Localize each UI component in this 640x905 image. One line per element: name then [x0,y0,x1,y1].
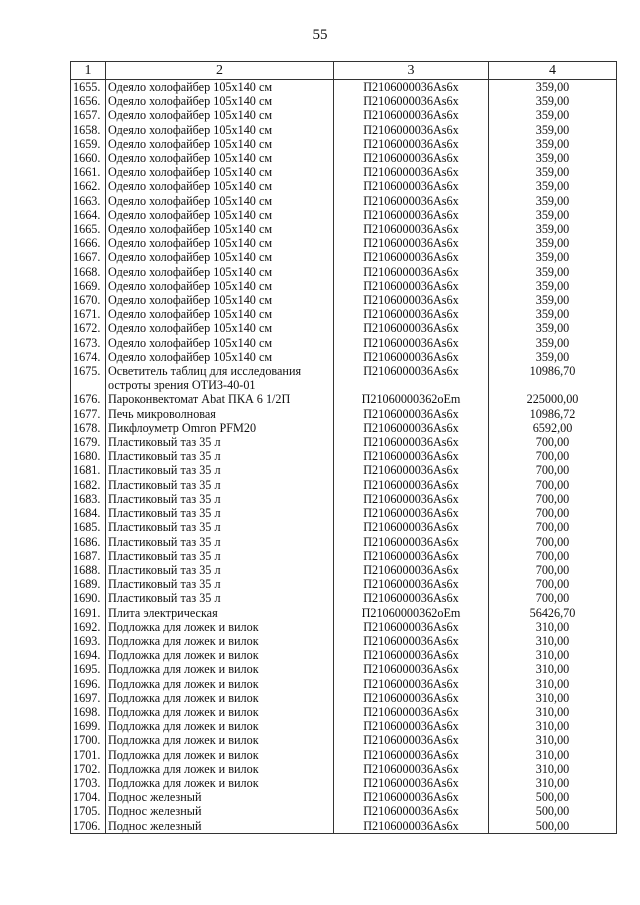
row-number: 1676. [71,392,106,406]
item-name: Пластиковый таз 35 л [106,549,334,563]
inventory-code: П2106000036Аs6х [334,321,489,335]
row-number: 1678. [71,421,106,435]
inventory-code: П2106000036Аs6х [334,265,489,279]
item-name: Одеяло холофайбер 105x140 см [106,108,334,122]
item-price: 700,00 [489,535,617,549]
item-price: 310,00 [489,677,617,691]
item-price: 359,00 [489,293,617,307]
item-name: Одеяло холофайбер 105x140 см [106,222,334,236]
table-row [71,336,617,350]
item-name: Одеяло холофайбер 105x140 см [106,123,334,137]
row-number: 1665. [71,222,106,236]
inventory-code: П2106000036Аs6х [334,535,489,549]
row-number: 1701. [71,748,106,762]
table-row [71,265,617,279]
inventory-code: П2106000036Аs6х [334,705,489,719]
table-row [71,392,617,406]
row-number: 1683. [71,492,106,506]
item-price: 310,00 [489,662,617,676]
item-name: Пластиковый таз 35 л [106,449,334,463]
item-name: Подложка для ложек и вилок [106,748,334,762]
item-price: 359,00 [489,279,617,293]
item-name: Одеяло холофайбер 105x140 см [106,307,334,321]
item-name: Поднос железный [106,790,334,804]
inventory-code: П2106000036Аs6х [334,776,489,790]
inventory-code: П2106000036Аs6х [334,449,489,463]
table-row [71,321,617,335]
item-price: 359,00 [489,94,617,108]
item-price: 700,00 [489,577,617,591]
row-number: 1672. [71,321,106,335]
table-row [71,293,617,307]
column-header-2: 2 [106,62,334,80]
row-number: 1693. [71,634,106,648]
table-row [71,108,617,122]
item-name: Подложка для ложек и вилок [106,648,334,662]
inventory-code: П2106000036Аs6х [334,762,489,776]
item-name: Пароконвектомат Abat ПКА 6 1/2П [106,392,334,406]
inventory-code: П2106000036Аs6х [334,677,489,691]
table-row [71,620,617,634]
row-number: 1688. [71,563,106,577]
item-name: Одеяло холофайбер 105x140 см [106,194,334,208]
item-price: 310,00 [489,648,617,662]
table-row [71,236,617,250]
row-number: 1698. [71,705,106,719]
item-name: Подложка для ложек и вилок [106,776,334,790]
item-name: Пластиковый таз 35 л [106,591,334,605]
item-price: 310,00 [489,748,617,762]
inventory-code: П2106000036Аs6х [334,194,489,208]
table-row [71,648,617,662]
table-row [71,165,617,179]
item-price: 359,00 [489,80,617,95]
item-price: 700,00 [489,506,617,520]
table-row [71,691,617,705]
inventory-code: П2106000036Аs6х [334,435,489,449]
inventory-code: П21060000362оЕm [334,606,489,620]
item-name: Пластиковый таз 35 л [106,506,334,520]
table-row [71,123,617,137]
item-price: 359,00 [489,108,617,122]
item-price: 700,00 [489,435,617,449]
item-price: 10986,70 [489,364,617,392]
item-price: 359,00 [489,165,617,179]
row-number: 1682. [71,478,106,492]
item-price: 700,00 [489,591,617,605]
item-price: 310,00 [489,719,617,733]
item-name: Одеяло холофайбер 105x140 см [106,265,334,279]
item-name: Пластиковый таз 35 л [106,577,334,591]
row-number: 1702. [71,762,106,776]
row-number: 1674. [71,350,106,364]
row-number: 1700. [71,733,106,747]
item-name: Поднос железный [106,804,334,818]
row-number: 1699. [71,719,106,733]
item-price: 700,00 [489,478,617,492]
item-name: Подложка для ложек и вилок [106,634,334,648]
item-name: Одеяло холофайбер 105x140 см [106,321,334,335]
table-row [71,563,617,577]
row-number: 1660. [71,151,106,165]
table-row [71,492,617,506]
row-number: 1666. [71,236,106,250]
item-name: Подложка для ложек и вилок [106,705,334,719]
table-row [71,435,617,449]
item-price: 310,00 [489,762,617,776]
table-row [71,591,617,605]
item-name: Одеяло холофайбер 105x140 см [106,94,334,108]
table-row [71,364,617,392]
page-number: 55 [312,27,328,43]
table-row [71,719,617,733]
row-number: 1655. [71,80,106,95]
table-row [71,790,617,804]
inventory-code: П2106000036Аs6х [334,307,489,321]
item-name: Подложка для ложек и вилок [106,719,334,733]
item-price: 310,00 [489,705,617,719]
item-name: Поднос железный [106,819,334,834]
row-number: 1704. [71,790,106,804]
item-price: 700,00 [489,549,617,563]
inventory-code: П2106000036Аs6х [334,350,489,364]
inventory-code: П2106000036Аs6х [334,463,489,477]
item-name: Пластиковый таз 35 л [106,463,334,477]
item-name: Одеяло холофайбер 105x140 см [106,80,334,95]
item-price: 310,00 [489,620,617,634]
inventory-code: П2106000036Аs6х [334,364,489,392]
table-row [71,634,617,648]
inventory-code: П2106000036Аs6х [334,492,489,506]
row-number: 1659. [71,137,106,151]
table-row [71,762,617,776]
row-number: 1668. [71,265,106,279]
table-row [71,776,617,790]
inventory-code: П2106000036Аs6х [334,151,489,165]
item-price: 700,00 [489,563,617,577]
item-price: 310,00 [489,776,617,790]
inventory-code: П2106000036Аs6х [334,179,489,193]
table-row [71,222,617,236]
item-name: Подложка для ложек и вилок [106,677,334,691]
table-row [71,804,617,818]
item-price: 359,00 [489,350,617,364]
inventory-code: П2106000036Аs6х [334,620,489,634]
table-header [71,62,617,80]
item-price: 359,00 [489,194,617,208]
row-number: 1656. [71,94,106,108]
row-number: 1692. [71,620,106,634]
item-name: Одеяло холофайбер 105x140 см [106,279,334,293]
row-number: 1691. [71,606,106,620]
inventory-code: П2106000036Аs6х [334,520,489,534]
inventory-code: П2106000036Аs6х [334,250,489,264]
row-number: 1705. [71,804,106,818]
table-row [71,577,617,591]
inventory-code: П2106000036Аs6х [334,563,489,577]
item-name: Одеяло холофайбер 105x140 см [106,151,334,165]
inventory-table [70,61,617,834]
row-number: 1703. [71,776,106,790]
inventory-code: П2106000036Аs6х [334,733,489,747]
row-number: 1687. [71,549,106,563]
item-name: Одеяло холофайбер 105x140 см [106,208,334,222]
item-price: 359,00 [489,222,617,236]
item-price: 500,00 [489,819,617,834]
table-row [71,350,617,364]
item-price: 500,00 [489,790,617,804]
table-row [71,307,617,321]
inventory-code: П2106000036Аs6х [334,591,489,605]
item-name: Одеяло холофайбер 105x140 см [106,179,334,193]
inventory-code: П2106000036Аs6х [334,691,489,705]
table-row [71,549,617,563]
table-row [71,279,617,293]
item-name: Одеяло холофайбер 105x140 см [106,165,334,179]
item-name: Одеяло холофайбер 105x140 см [106,350,334,364]
table-row [71,819,617,834]
row-number: 1685. [71,520,106,534]
row-number: 1662. [71,179,106,193]
item-price: 700,00 [489,463,617,477]
column-header-1: 1 [71,62,106,80]
item-price: 700,00 [489,492,617,506]
item-price: 359,00 [489,151,617,165]
item-price: 359,00 [489,208,617,222]
item-price: 700,00 [489,449,617,463]
inventory-code: П2106000036Аs6х [334,108,489,122]
table-row [71,463,617,477]
table-row [71,748,617,762]
item-name: Плита электрическая [106,606,334,620]
item-price: 56426,70 [489,606,617,620]
row-number: 1669. [71,279,106,293]
inventory-code: П2106000036Аs6х [334,478,489,492]
item-name: Пластиковый таз 35 л [106,435,334,449]
item-price: 359,00 [489,336,617,350]
row-number: 1667. [71,250,106,264]
row-number: 1661. [71,165,106,179]
row-number: 1697. [71,691,106,705]
item-price: 359,00 [489,265,617,279]
inventory-code: П2106000036Аs6х [334,123,489,137]
item-price: 310,00 [489,634,617,648]
inventory-code: П2106000036Аs6х [334,506,489,520]
item-name: Пластиковый таз 35 л [106,492,334,506]
row-number: 1670. [71,293,106,307]
row-number: 1658. [71,123,106,137]
inventory-code: П2106000036Аs6х [334,790,489,804]
item-name: Пластиковый таз 35 л [106,535,334,549]
item-price: 359,00 [489,250,617,264]
table-row [71,151,617,165]
item-price: 359,00 [489,179,617,193]
row-number: 1663. [71,194,106,208]
inventory-code: П2106000036Аs6х [334,94,489,108]
inventory-code: П2106000036Аs6х [334,819,489,834]
item-name: Подложка для ложек и вилок [106,691,334,705]
row-number: 1657. [71,108,106,122]
item-name: Пластиковый таз 35 л [106,563,334,577]
inventory-code: П2106000036Аs6х [334,279,489,293]
column-header-4: 4 [489,62,617,80]
inventory-code: П2106000036Аs6х [334,748,489,762]
table-row [71,421,617,435]
table-body [71,80,617,834]
item-name: Печь микроволновая [106,407,334,421]
item-price: 359,00 [489,321,617,335]
item-price: 225000,00 [489,392,617,406]
table-row [71,733,617,747]
item-name: Одеяло холофайбер 105x140 см [106,137,334,151]
item-name: Пластиковый таз 35 л [106,520,334,534]
row-number: 1671. [71,307,106,321]
row-number: 1706. [71,819,106,834]
row-number: 1690. [71,591,106,605]
item-price: 359,00 [489,236,617,250]
item-name: Пластиковый таз 35 л [106,478,334,492]
row-number: 1675. [71,364,106,392]
inventory-code: П2106000036Аs6х [334,648,489,662]
inventory-code: П2106000036Аs6х [334,208,489,222]
item-price: 359,00 [489,137,617,151]
item-name: Подложка для ложек и вилок [106,733,334,747]
item-name: Осветитель таблиц для исследования остроты зрения ОТИЗ-40-01 [106,364,334,392]
table-row [71,137,617,151]
inventory-code: П2106000036Аs6х [334,577,489,591]
inventory-code: П2106000036Аs6х [334,293,489,307]
row-number: 1684. [71,506,106,520]
row-number: 1673. [71,336,106,350]
table-row [71,606,617,620]
inventory-code: П2106000036Аs6х [334,165,489,179]
row-number: 1681. [71,463,106,477]
item-price: 6592,00 [489,421,617,435]
item-name: Пикфлоуметр Omron PFM20 [106,421,334,435]
item-name: Одеяло холофайбер 105x140 см [106,236,334,250]
inventory-code: П2106000036Аs6х [334,336,489,350]
table-row [71,520,617,534]
item-price: 10986,72 [489,407,617,421]
inventory-code: П2106000036Аs6х [334,804,489,818]
item-price: 500,00 [489,804,617,818]
inventory-code: П2106000036Аs6х [334,634,489,648]
row-number: 1677. [71,407,106,421]
inventory-code: П2106000036Аs6х [334,719,489,733]
row-number: 1694. [71,648,106,662]
table-row [71,407,617,421]
row-number: 1664. [71,208,106,222]
table-row [71,194,617,208]
row-number: 1696. [71,677,106,691]
inventory-code: П2106000036Аs6х [334,137,489,151]
row-number: 1689. [71,577,106,591]
item-name: Одеяло холофайбер 105x140 см [106,293,334,307]
inventory-code: П21060000362оЕm [334,392,489,406]
row-number: 1679. [71,435,106,449]
inventory-code: П2106000036Аs6х [334,549,489,563]
item-price: 359,00 [489,307,617,321]
table-row [71,179,617,193]
table-row [71,449,617,463]
header-row [71,62,617,80]
inventory-code: П2106000036Аs6х [334,236,489,250]
item-price: 700,00 [489,520,617,534]
item-name: Подложка для ложек и вилок [106,620,334,634]
item-price: 310,00 [489,691,617,705]
row-number: 1695. [71,662,106,676]
inventory-code: П2106000036Аs6х [334,662,489,676]
table-row [71,80,617,95]
table-row [71,478,617,492]
table-row [71,506,617,520]
table-row [71,705,617,719]
table-row [71,250,617,264]
inventory-code: П2106000036Аs6х [334,421,489,435]
item-name: Одеяло холофайбер 105x140 см [106,250,334,264]
table-row [71,677,617,691]
row-number: 1686. [71,535,106,549]
table-row [71,208,617,222]
column-header-3: 3 [334,62,489,80]
item-name: Подложка для ложек и вилок [106,662,334,676]
inventory-code: П2106000036Аs6х [334,222,489,236]
table-row [71,535,617,549]
table-row [71,662,617,676]
item-price: 359,00 [489,123,617,137]
item-price: 310,00 [489,733,617,747]
table-row [71,94,617,108]
item-name: Подложка для ложек и вилок [106,762,334,776]
inventory-code: П2106000036Аs6х [334,407,489,421]
inventory-code: П2106000036Аs6х [334,80,489,95]
row-number: 1680. [71,449,106,463]
item-name: Одеяло холофайбер 105x140 см [106,336,334,350]
